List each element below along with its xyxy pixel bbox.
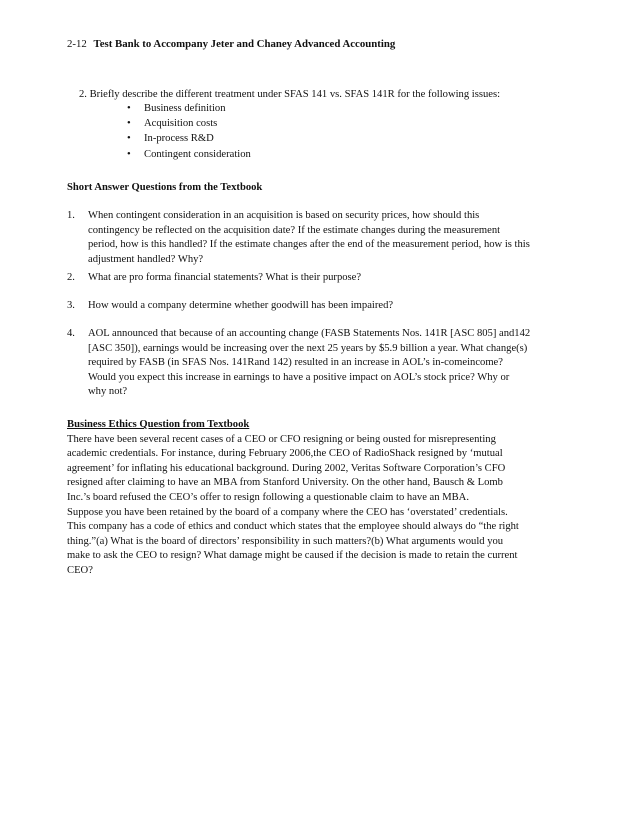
bullet-text: In-process R&D xyxy=(144,133,214,145)
text-line: make to ask the CEO to resign? What damage might be caused if the decision is made to retain the current xyxy=(67,550,518,562)
text-line: resigned after claiming to have an MBA from Stanford University. On the other hand, Bausch & Lomb xyxy=(67,477,503,489)
issues-bullet-list xyxy=(127,102,251,163)
list-item xyxy=(127,132,251,147)
item-text xyxy=(88,299,577,314)
bullet-text: Contingent consideration xyxy=(144,148,251,160)
text-line: contingency be reflected on the acquisition date? If the estimate changes during the measurement xyxy=(88,224,501,236)
bullet-text: Acquisition costs xyxy=(144,118,218,130)
bullet-icon: • xyxy=(127,148,131,160)
ethics-section xyxy=(67,418,577,579)
item-text xyxy=(88,327,577,400)
text-line: why not? xyxy=(88,386,128,398)
list-item xyxy=(127,102,251,117)
text-line: AOL announced that because of an accounting change (FASB Statements Nos. 141R [ASC 805] and142 xyxy=(88,328,531,339)
text-line: [ASC 350]), earnings would be increasing over the next 25 years by $5.9 billion a year. What change(s) xyxy=(88,342,528,354)
page-number: 2-12 xyxy=(67,38,87,50)
text-line: adjustment handled? Why? xyxy=(88,253,204,265)
text-line: Inc.’s board refused the CEO’s offer to resign following a questionable claim to have an MBA. xyxy=(67,491,469,503)
text-line: period, how is this handled? If the estimate changes after the end of the measurement period, how is this xyxy=(88,239,530,251)
item-text xyxy=(88,271,577,286)
text-line: academic credentials. For instance, during February 2006,the CEO of RadioShack resigned by ‘mutual xyxy=(67,448,503,460)
text-line: Suppose you have been retained by the board of a company where the CEO has ‘overstated’ credentials. xyxy=(67,506,508,518)
item-number: 2. xyxy=(67,272,75,283)
short-answer-item-3 xyxy=(67,299,577,314)
item-number: 1. xyxy=(67,210,75,221)
text-line: agreement’ for inflating his educational background. During 2002, Veritas Software Corporation’s CFO xyxy=(67,462,506,474)
text-line: CEO? xyxy=(67,564,93,576)
text-line: required by FASB (in SFAS Nos. 141Rand 142) resulted in an increase in AOL’s in-comeincome? xyxy=(88,357,503,369)
question-2-text: 2. Briefly describe the different treatment under SFAS 141 vs. SFAS 141R for the following issues: xyxy=(79,89,501,100)
short-answer-item-1 xyxy=(67,209,577,267)
short-answer-item-4 xyxy=(67,327,577,400)
item-number: 3. xyxy=(67,300,75,311)
short-answer-item-2 xyxy=(67,271,577,286)
bullet-text: Business definition xyxy=(144,103,226,114)
list-item xyxy=(127,148,251,163)
text-line: When contingent consideration in an acquisition is based on security prices, how should this xyxy=(88,210,480,221)
page-header xyxy=(67,37,395,52)
short-answer-heading: Short Answer Questions from the Textbook xyxy=(67,182,263,193)
bullet-icon: • xyxy=(127,133,131,145)
list-item xyxy=(127,117,251,132)
text-line: Would you expect this increase in earnings to have a positive impact on AOL’s stock price? Why or xyxy=(88,371,510,383)
text-line: This company has a code of ethics and conduct which states that the employee should always do “the right xyxy=(67,521,519,533)
text-line: thing.”(a) What is the board of directors’ responsibility in such matters?(b) What arguments would you xyxy=(67,535,504,547)
text-line: What are pro forma financial statements? What is their purpose? xyxy=(88,272,362,283)
header-title: Test Bank to Accompany Jeter and Chaney Advanced Accounting xyxy=(93,38,396,50)
text-line: There have been several recent cases of a CEO or CFO resigning or being ousted for misrepresenting xyxy=(67,433,496,445)
bullet-icon: • xyxy=(127,118,131,130)
text-line: How would a company determine whether goodwill has been impaired? xyxy=(88,300,394,311)
ethics-heading: Business Ethics Question from Textbook xyxy=(67,419,250,430)
bullet-icon: • xyxy=(127,103,131,114)
item-text xyxy=(88,209,577,267)
item-number: 4. xyxy=(67,328,75,339)
